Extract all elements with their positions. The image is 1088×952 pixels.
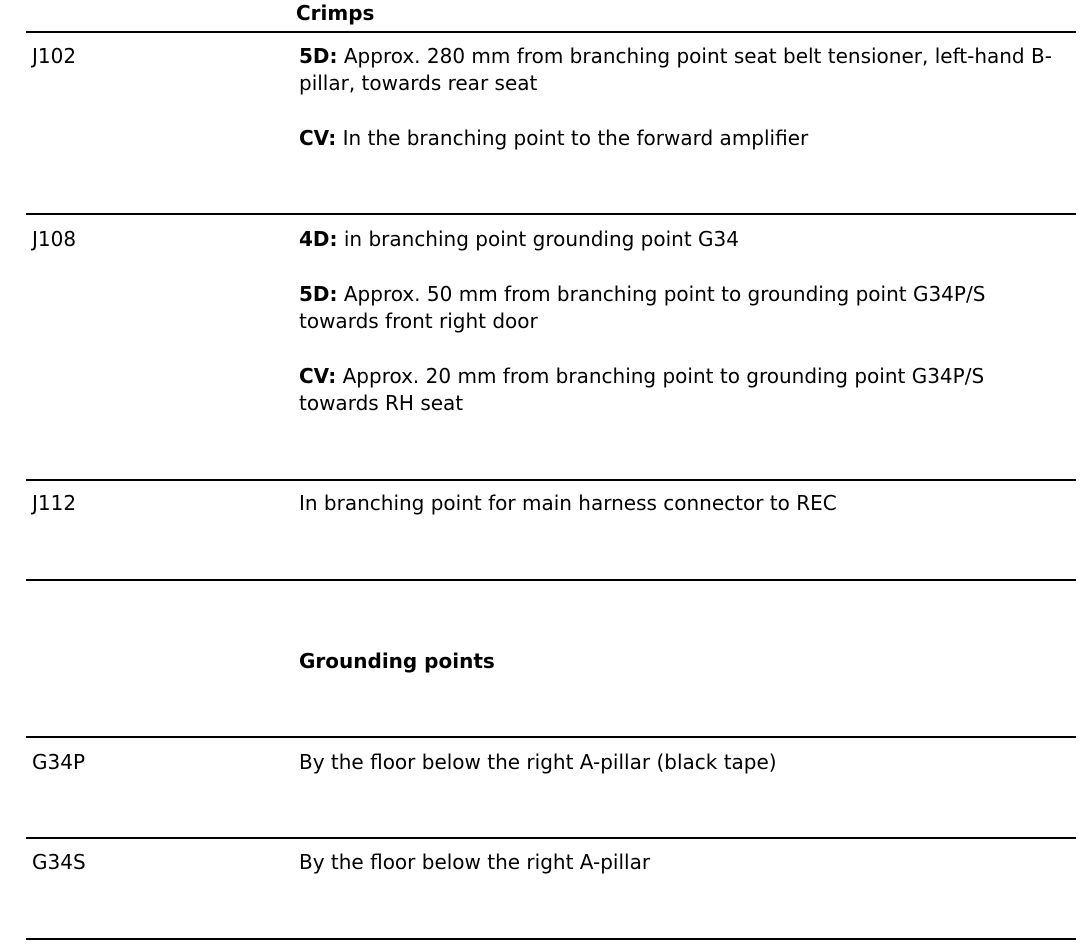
divider <box>26 938 1076 940</box>
description-entry <box>299 226 1069 253</box>
entry-text: Approx. 50 mm from branching point to grounding point G34P/S towards front right door <box>299 282 986 333</box>
divider <box>26 213 1076 215</box>
entry-text: Approx. 20 mm from branching point to grounding point G34P/S towards RH seat <box>299 364 985 415</box>
crimp-description-j102 <box>299 43 1069 152</box>
entry-text: Approx. 280 mm from branching point seat belt tensioner, left-hand B-pillar, towards rear seat <box>299 44 1052 95</box>
entry-text: in branching point grounding point G34 <box>337 227 739 251</box>
description-entry <box>299 281 1069 335</box>
entry-text: In the branching point to the forward amplifier <box>336 126 809 150</box>
crimp-code-j112: J112 <box>32 491 77 515</box>
entry-label: 4D: <box>299 227 338 251</box>
grounding-description-g34p: By the floor below the right A-pillar (black tape) <box>299 750 777 774</box>
description-entry <box>299 125 1069 152</box>
grounding-code-g34s: G34S <box>32 850 86 874</box>
grounding-points-heading: Grounding points <box>299 649 495 673</box>
divider <box>26 736 1076 738</box>
grounding-description-g34s: By the floor below the right A-pillar <box>299 850 651 874</box>
divider <box>26 479 1076 481</box>
description-entry <box>299 43 1069 97</box>
crimp-description-j108 <box>299 226 1069 417</box>
crimp-code-j108: J108 <box>32 227 77 251</box>
crimp-description-j112: In branching point for main harness connector to REC <box>299 491 837 515</box>
entry-label: CV: <box>299 364 337 388</box>
divider <box>26 837 1076 839</box>
entry-label: 5D: <box>299 44 338 68</box>
description-entry <box>299 363 1069 417</box>
entry-label: 5D: <box>299 282 338 306</box>
divider <box>26 31 1076 33</box>
crimp-code-j102: J102 <box>32 44 77 68</box>
grounding-code-g34p: G34P <box>32 750 86 774</box>
crimps-heading: Crimps <box>296 1 375 25</box>
entry-label: CV: <box>299 126 337 150</box>
divider <box>26 579 1076 581</box>
